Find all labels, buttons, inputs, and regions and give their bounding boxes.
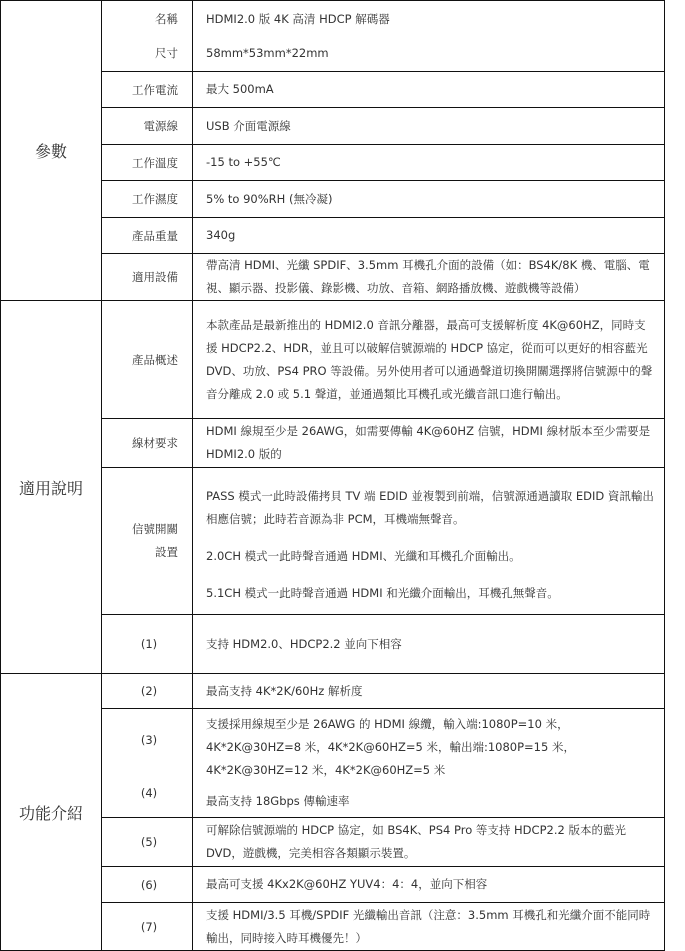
label-item-7: (7)	[102, 903, 193, 951]
value-item-3-4	[193, 709, 665, 818]
value-item-1: 支持 HDM2.0、HDCP2.2 並向下相容	[193, 615, 665, 674]
label-item-3: (3)	[140, 732, 158, 747]
value-temperature: -15 to +55℃	[193, 145, 665, 181]
value-item-3-line: 4K*2K@30HZ=12 米，4K*2K@60HZ=5 米	[206, 763, 446, 777]
label-size: 尺寸	[155, 46, 178, 60]
value-item-6: 最高可支援 4Kx2K@60HZ YUV4：4：4，並向下相容	[193, 867, 665, 903]
label-item-6: (6)	[102, 867, 193, 903]
value-item-4: 最高支持 18Gbps 傳輸速率	[206, 794, 350, 808]
value-item-5: 可解除信號源端的 HDCP 協定，如 BS4K、PS4 Pro 等支持 HDCP2.2 版本的藍光 DVD，遊戲機，完美相容各類顯示裝置。	[193, 818, 665, 867]
value-size: 58mm*53mm*22mm	[206, 46, 329, 60]
table-row	[1, 301, 665, 419]
label-overview: 產品概述	[102, 301, 193, 419]
value-item-3-line: 4K*2K@30HZ=8 米，4K*2K@60HZ=5 米，輸出端:1080P=15 米，	[206, 740, 575, 754]
value-item-3-line: 支援採用線規至少是 26AWG 的 HDMI 線纜，輸入端:1080P=10 米，	[206, 717, 569, 731]
label-line: 設置	[155, 545, 178, 559]
value-item-2: 最高支持 4K*2K/60Hz 解析度	[193, 674, 665, 709]
table-row	[1, 1, 665, 72]
label-devices: 適用設備	[102, 254, 193, 301]
label-signal-switch	[102, 468, 193, 615]
value-item-7: 支援 HDMI/3.5 耳機/SPDIF 光纖輸出音訊（注意：3.5mm 耳機孔和光纖介面不能同時輸出，同時接入時耳機優先！）	[193, 903, 665, 951]
label-item-3-4	[102, 709, 193, 818]
label-item-5: (5)	[102, 818, 193, 867]
label-current: 工作電流	[102, 72, 193, 108]
section-params: 參數	[1, 1, 102, 301]
label-weight: 產品重量	[102, 218, 193, 254]
label-item-1: (1)	[102, 615, 193, 674]
value-signal-switch	[193, 468, 665, 615]
value-power-cable: USB 介面電源線	[193, 108, 665, 145]
label-name-size	[102, 1, 193, 72]
label-name: 名稱	[155, 12, 178, 26]
label-item-2: (2)	[102, 674, 193, 709]
mode-2ch: 2.0CH 模式一此時聲音通過 HDMI、光纖和耳機孔介面輸出。	[206, 549, 521, 563]
value-weight: 340g	[193, 218, 665, 254]
section-features: 功能介紹	[1, 674, 102, 951]
table-row	[1, 674, 665, 709]
value-current: 最大 500mA	[193, 72, 665, 108]
value-devices: 帶高清 HDMI、光纖 SPDIF、3.5mm 耳機孔介面的設備（如：BS4K/8K 機、電腦、電視、顯示器、投影儀、錄影機、功放、音箱、網路播放機、遊戲機等設備）	[193, 254, 665, 301]
label-power-cable: 電源線	[102, 108, 193, 145]
value-overview: 本款產品是最新推出的 HDMI2.0 音訊分離器，最高可支援解析度 4K@60HZ，同時支援 HDCP2.2、HDR，並且可以破解信號源端的 HDCP 協定，從而可以更好的相容藍光 DVD、功放、PS4 PRO 等設備。另外使用者可以通過聲道切換開關選擇將信號源中的聲音分離成 2.0 或 5.1 聲道，並通過類比耳機孔或光纖音訊口進行輸出。	[193, 301, 665, 419]
value-cable-req: HDMI 線規至少是 26AWG，如需要傳輸 4K@60HZ 信號，HDMI 線材版本至少需要是 HDMI2.0 版的	[193, 419, 665, 468]
label-cable-req: 線材要求	[102, 419, 193, 468]
value-name: HDMI2.0 版 4K 高清 HDCP 解碼器	[206, 12, 390, 26]
label-temperature: 工作溫度	[102, 145, 193, 181]
label-humidity: 工作濕度	[102, 181, 193, 218]
label-item-4: (4)	[140, 785, 158, 800]
section-usage: 適用說明	[1, 301, 102, 674]
value-name-size	[193, 1, 665, 72]
mode-pass: PASS 模式一此時設備拷貝 TV 端 EDID 並複製到前端，信號源通過讀取 EDID 資訊輸出相應信號；此時若音源為非 PCM，耳機端無聲音。	[206, 489, 654, 526]
label-line: 信號開關	[132, 522, 178, 536]
value-humidity: 5% to 90%RH (無冷凝)	[193, 181, 665, 218]
mode-51ch: 5.1CH 模式一此時聲音通過 HDMI 和光纖介面輸出，耳機孔無聲音。	[206, 586, 559, 600]
